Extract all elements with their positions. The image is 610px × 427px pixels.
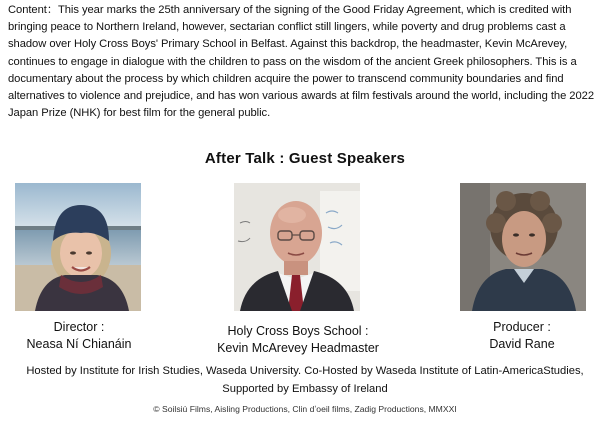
headmaster-caption <box>200 323 396 357</box>
speaker-role: Producer : <box>493 320 551 334</box>
speaker-role: Director : <box>53 320 105 334</box>
speaker-name: David Rane <box>489 337 555 351</box>
hosted-line-1: Hosted by Institute for Irish Studies, Waseda University. Co-Hosted by Waseda Institute of Latin-AmericaStudies, <box>26 365 584 377</box>
hosted-by-text <box>0 362 610 398</box>
hosted-line-2: Supported by Embassy of Ireland <box>222 383 388 395</box>
director-photo <box>15 183 141 311</box>
producer-photo <box>460 183 586 311</box>
producer-caption <box>440 319 604 353</box>
director-caption <box>0 319 158 353</box>
speaker-role: Holy Cross Boys School : <box>227 324 369 338</box>
headmaster-photo <box>234 183 360 311</box>
speaker-name: Kevin McArevey Headmaster <box>217 341 379 355</box>
content-paragraph: Content：This year marks the 25th anniversary of the signing of the Good Friday Agreement, which is credited with bringing peace to Northern Ireland, however, sectarian conflict still lingers, while poverty and drug problems cast a shadow over Holy Cross Boys' Primary School in Belfast. Against this backdrop, the headmaster, Kevin McArevey, continues to engage in dialogue with the children to pass on the wisdom of the ancient Greek philosophers. This is a documentary about the process by which children acquire the power to transcend community boundaries and find alternatives to violence and prejudice, and has won various awards at film festivals around the world, including the 2022 Japan Prize (NHK) for best film for the general public. <box>8 4 594 120</box>
after-talk-heading: After Talk : Guest Speakers <box>204 150 406 167</box>
copyright-notice: © Soilsiú Films, Aisling Productions, Clin dʼoeil films, Zadig Productions, MMXXI <box>153 404 457 414</box>
speaker-name: Neasa Ní Chianáin <box>26 337 132 351</box>
